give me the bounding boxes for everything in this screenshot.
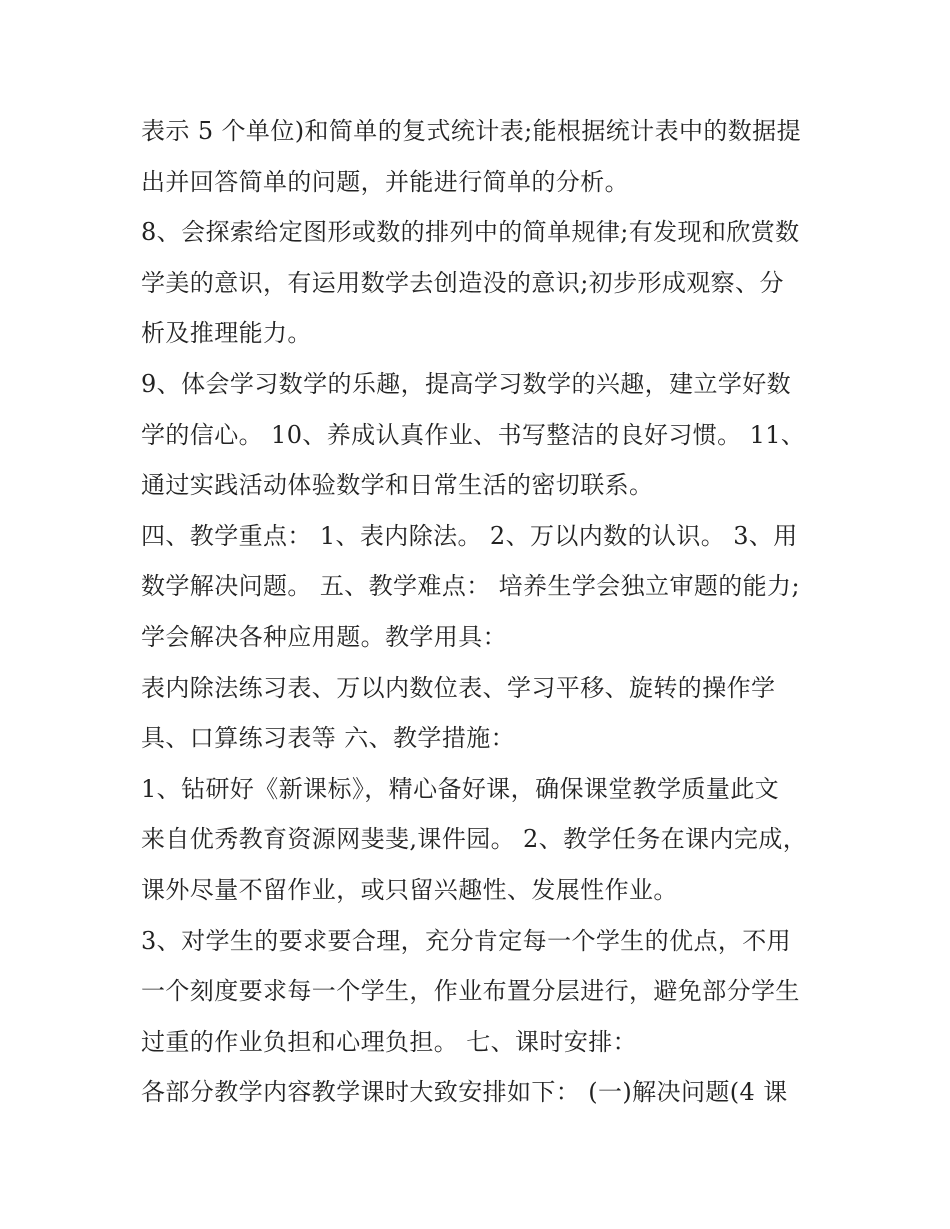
text-line: 学会解决各种应用题。教学用具： [141, 622, 507, 651]
text-line: 3、对学生的要求要合理，充分肯定每一个学生的优点，不用 [141, 926, 792, 955]
text-line: 四、教学重点： 1、表内除法。 2、万以内数的认识。 3、用 [141, 521, 798, 550]
text-line: 具、口算练习表等 六、教学措施： [141, 724, 516, 753]
body-text [141, 106, 831, 1118]
text-line: 通过实践活动体验数学和日常生活的密切联系。 [141, 471, 654, 500]
text-line: 析及推理能力。 [141, 319, 312, 348]
text-line: 学美的意识，有运用数学去创造没的意识;初步形成观察、分 [141, 268, 784, 297]
text-line: 学的信心。 10、养成认真作业、书写整洁的良好习惯。 11、 [141, 420, 806, 449]
text-line: 表内除法练习表、万以内数位表、学习平移、旋转的操作学 [141, 673, 776, 702]
text-line: 过重的作业负担和心理负担。 七、课时安排： [141, 1027, 638, 1056]
text-line: 课外尽量不留作业，或只留兴趣性、发展性作业。 [141, 875, 678, 904]
text-line: 各部分教学内容教学课时大致安排如下： (一)解决问题(4 课 [141, 1078, 788, 1107]
text-line: 数学解决问题。 五、教学难点： 培养生学会独立审题的能力; [141, 572, 800, 601]
text-line: 来自优秀教育资源网斐斐,课件园。 2、教学任务在课内完成， [141, 825, 808, 854]
text-line: 8、会探索给定图形或数的排列中的简单规律;有发现和欣赏数 [141, 218, 800, 247]
text-line: 1、钻研好《新课标》，精心备好课，确保课堂教学质量此文 [141, 774, 780, 803]
text-line: 一个刻度要求每一个学生，作业布置分层进行，避免部分学生 [141, 977, 800, 1006]
text-line: 表示 5 个单位)和简单的复式统计表;能根据统计表中的数据提 [141, 117, 801, 145]
text-line: 出并回答简单的问题，并能进行简单的分析。 [141, 167, 629, 196]
text-line: 9、体会学习数学的乐趣，提高学习数学的兴趣，建立学好数 [141, 369, 792, 398]
